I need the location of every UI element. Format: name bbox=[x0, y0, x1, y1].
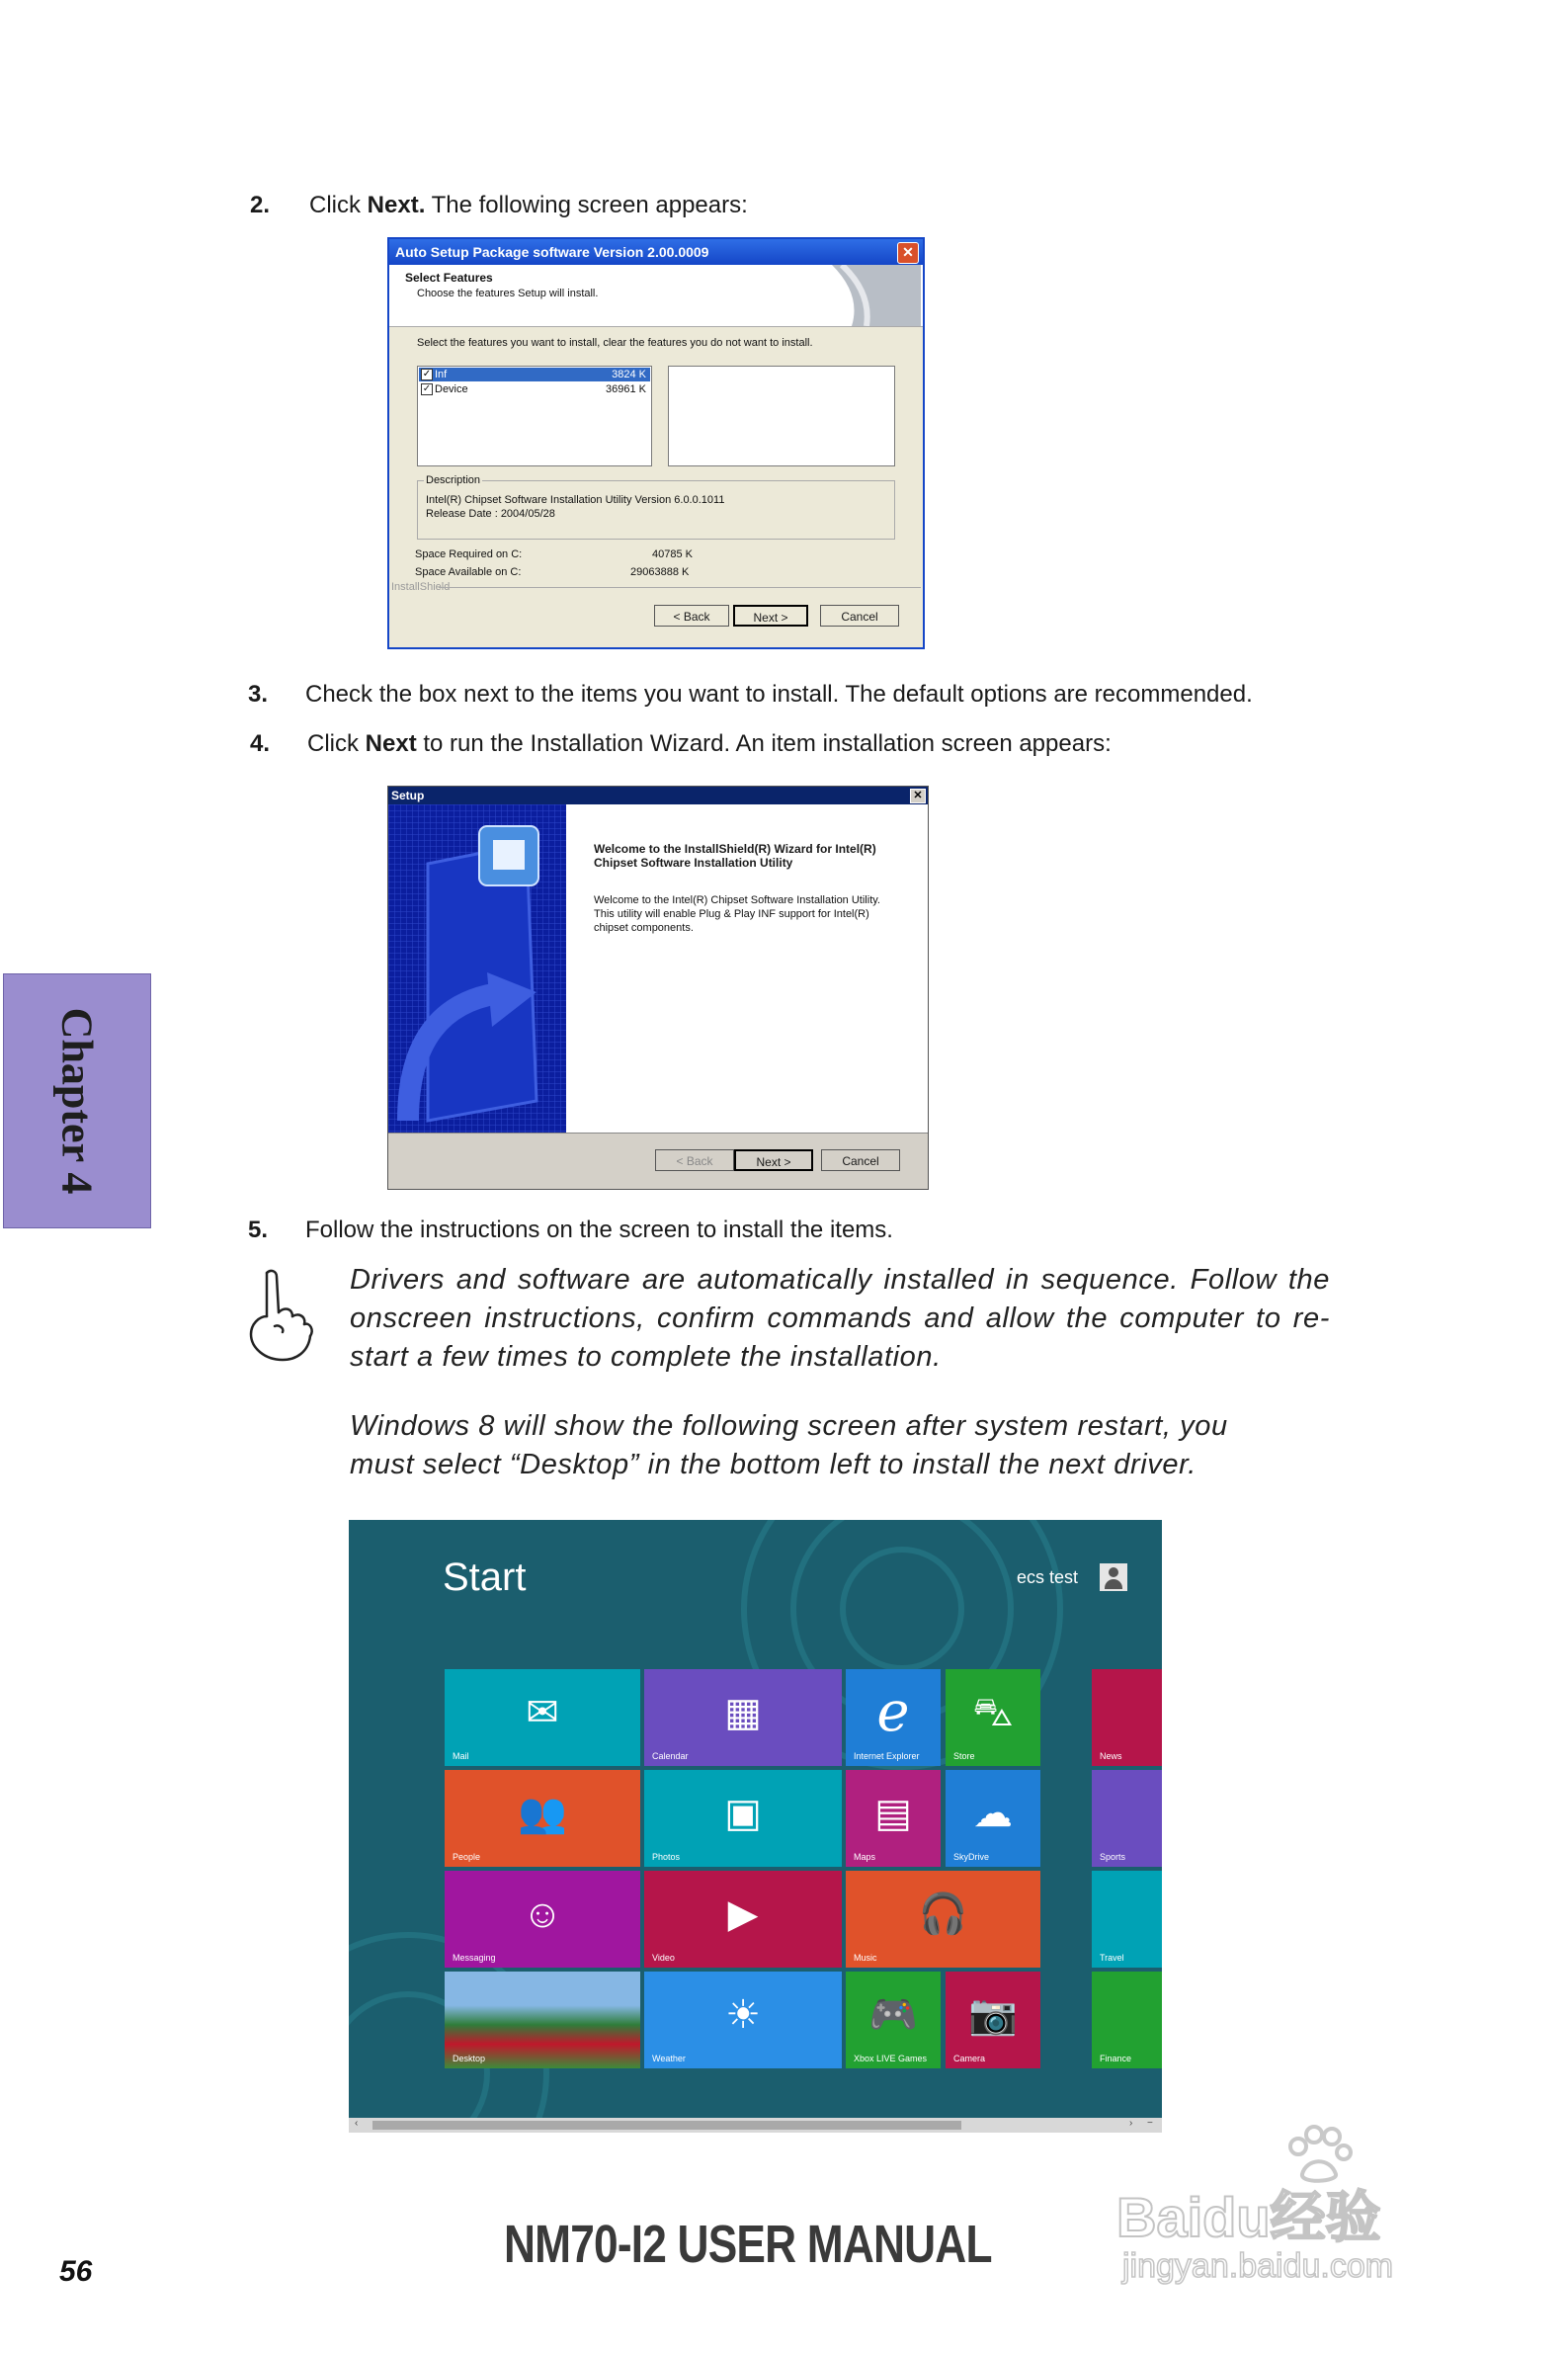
step-text: Follow the instructions on the screen to install the items. bbox=[305, 1217, 893, 1243]
tile-label: SkyDrive bbox=[953, 1852, 990, 1862]
tile-label: Xbox LIVE Games bbox=[854, 2054, 928, 2063]
installshield-graphic bbox=[812, 265, 921, 326]
tile-video[interactable] bbox=[644, 1871, 842, 1968]
feature-name: Inf bbox=[435, 369, 448, 380]
tile-label: Travel bbox=[1100, 1953, 1124, 1963]
wizard-banner bbox=[388, 804, 566, 1133]
next-button[interactable]: Next > bbox=[733, 605, 808, 627]
user-account[interactable] bbox=[1017, 1567, 1078, 1588]
step-number: 4. bbox=[250, 730, 271, 757]
horizontal-scrollbar[interactable] bbox=[349, 2118, 1162, 2133]
tile-icon: e bbox=[876, 1680, 910, 1745]
start-title: Start bbox=[443, 1555, 527, 1599]
tile-icon: 👥 bbox=[518, 1792, 567, 1836]
tile-label: Music bbox=[854, 1953, 877, 1963]
tile-icon: 🎮 bbox=[868, 1993, 918, 2038]
tile-xbox-live-games[interactable] bbox=[846, 1972, 941, 2068]
watermark-bottom: jingyan.baidu.com bbox=[1122, 2247, 1394, 2285]
features-list[interactable] bbox=[417, 366, 652, 466]
page-number: 56 bbox=[59, 2255, 93, 2288]
feature-row-inf[interactable] bbox=[419, 368, 650, 381]
manual-title: NM70-I2 USER MANUAL bbox=[504, 2215, 992, 2274]
tile-icon: ☺ bbox=[522, 1892, 563, 1937]
pointing-hand-icon bbox=[245, 1267, 324, 1366]
tile-label: Calendar bbox=[652, 1751, 689, 1761]
tile-icon: ▤ bbox=[874, 1792, 912, 1836]
tile-label: Video bbox=[652, 1953, 675, 1963]
close-icon[interactable]: ✕ bbox=[897, 242, 919, 264]
step-text bbox=[307, 729, 1112, 759]
tile-desktop[interactable] bbox=[445, 1972, 640, 2068]
step-number: 3. bbox=[248, 681, 269, 708]
step-text-bold: Next. bbox=[367, 192, 426, 218]
tile-label: Weather bbox=[652, 2054, 686, 2063]
tile-travel[interactable] bbox=[1092, 1871, 1162, 1968]
watermark-top: Baidu经验 bbox=[1116, 2186, 1381, 2248]
description-line-2: Release Date : 2004/05/28 bbox=[426, 508, 555, 520]
setup-wizard-dialog bbox=[387, 786, 929, 1190]
space-required-label: Space Required on C: bbox=[415, 548, 523, 560]
step-text-post: to run the Installation Wizard. An item installation screen appears: bbox=[416, 730, 1112, 757]
tile-icon: ▶ bbox=[727, 1892, 759, 1937]
cancel-button[interactable]: Cancel bbox=[820, 605, 899, 627]
step-number: 5. bbox=[248, 1217, 269, 1243]
close-icon[interactable]: ✕ bbox=[910, 789, 926, 803]
cancel-button[interactable]: Cancel bbox=[821, 1149, 900, 1171]
wizard-content bbox=[566, 804, 928, 1133]
note-paragraph-1: Drivers and software are automatically installed in sequence. Follow the onscreen instructions, confirm commands and allow the computer to re-start a few times to complete the installation. bbox=[350, 1264, 1330, 1373]
dialog-title-bar bbox=[388, 787, 928, 804]
note-paragraph-2: Windows 8 will show the following screen after system restart, you must select “Desktop” in the bottom left to install the next driver. bbox=[350, 1410, 1228, 1480]
user-name: ecs test bbox=[1017, 1567, 1079, 1587]
installshield-brand: InstallShield bbox=[391, 581, 451, 593]
dialog-instruction: Select the features you want to install, clear the features you do not want to install. bbox=[417, 337, 813, 349]
tile-label: Messaging bbox=[453, 1953, 496, 1963]
tile-icon: ▣ bbox=[724, 1792, 762, 1836]
description-label: Description bbox=[426, 474, 481, 486]
tile-photos[interactable] bbox=[644, 1770, 842, 1867]
tile-label: Photos bbox=[652, 1852, 681, 1862]
zoom-icon[interactable]: − bbox=[1147, 2118, 1153, 2129]
scrollbar-thumb[interactable] bbox=[372, 2121, 961, 2130]
checkbox[interactable]: ✓ bbox=[422, 369, 432, 379]
tile-label: Internet Explorer bbox=[854, 1751, 920, 1761]
chapter-label: Chapter 4 bbox=[52, 1007, 102, 1195]
tile-icon: ☀ bbox=[725, 1993, 761, 2038]
tile-calendar[interactable] bbox=[644, 1669, 842, 1766]
scroll-right-icon[interactable]: › bbox=[1129, 2118, 1133, 2129]
tile-icon: 📷 bbox=[968, 1993, 1018, 2038]
feature-info-box bbox=[668, 366, 895, 466]
tile-label: Desktop bbox=[453, 2054, 486, 2063]
step-text-post: The following screen appears: bbox=[425, 192, 748, 218]
next-button[interactable]: Next > bbox=[734, 1149, 813, 1171]
dialog-header bbox=[389, 265, 923, 327]
tile-weather[interactable] bbox=[644, 1972, 842, 2068]
step-text-pre: Click bbox=[309, 192, 368, 218]
dialog-title: Setup bbox=[391, 789, 425, 802]
tile-camera[interactable] bbox=[946, 1972, 1040, 2068]
dialog-subheading: Choose the features Setup will install. bbox=[417, 288, 599, 299]
step-number: 2. bbox=[250, 192, 271, 218]
tile-label: Mail bbox=[453, 1751, 469, 1761]
description-line-1: Intel(R) Chipset Software Installation Utility Version 6.0.0.1011 bbox=[426, 494, 725, 506]
dialog-heading: Select Features bbox=[405, 271, 493, 285]
space-available-label: Space Available on C: bbox=[415, 566, 522, 578]
installshield-wizard-graphic bbox=[388, 804, 566, 1133]
tile-messaging[interactable] bbox=[445, 1871, 640, 1968]
tile-people[interactable] bbox=[445, 1770, 640, 1867]
tile-mail[interactable] bbox=[445, 1669, 640, 1766]
tile-icon: ☁ bbox=[973, 1792, 1013, 1836]
tile-store[interactable] bbox=[946, 1669, 1040, 1766]
divider bbox=[439, 587, 921, 588]
tile-icon: 🎧 bbox=[918, 1892, 968, 1937]
welcome-heading: Welcome to the InstallShield(R) Wizard for Intel(R) Chipset Software Installation Utility bbox=[594, 842, 876, 870]
step-text-pre: Click bbox=[307, 730, 366, 757]
feature-size: 36961 K bbox=[606, 383, 646, 395]
dialog-title: Auto Setup Package software Version 2.00.0009 bbox=[395, 244, 709, 260]
tile-label: People bbox=[453, 1852, 481, 1862]
tile-news[interactable] bbox=[1092, 1669, 1162, 1766]
select-features-dialog bbox=[387, 237, 925, 649]
tile-icon: ✉ bbox=[526, 1691, 559, 1735]
tile-sports[interactable] bbox=[1092, 1770, 1162, 1867]
welcome-body: Welcome to the Intel(R) Chipset Software Installation Utility. This utility will enable Plug & Play INF support for Intel(R) chipset components. bbox=[594, 894, 880, 934]
baidu-watermark bbox=[1116, 2125, 1492, 2303]
chapter-tab bbox=[3, 973, 151, 1228]
space-available-value: 29063888 K bbox=[630, 566, 690, 578]
step-text bbox=[309, 191, 748, 220]
feature-name: Device bbox=[435, 383, 468, 395]
tile-skydrive[interactable] bbox=[946, 1770, 1040, 1867]
scroll-left-icon[interactable]: ‹ bbox=[355, 2118, 359, 2129]
step-text-bold: Next bbox=[365, 730, 417, 757]
feature-row-device[interactable] bbox=[419, 382, 650, 396]
tile-internet-explorer[interactable] bbox=[846, 1669, 941, 1766]
tile-label: Finance bbox=[1100, 2054, 1132, 2063]
tile-label: Camera bbox=[953, 2054, 986, 2063]
tile-maps[interactable] bbox=[846, 1770, 941, 1867]
tile-label: Sports bbox=[1100, 1852, 1126, 1862]
space-required-value: 40785 K bbox=[652, 548, 693, 560]
tile-finance[interactable] bbox=[1092, 1972, 1162, 2068]
back-button[interactable]: < Back bbox=[654, 605, 729, 627]
divider bbox=[388, 1133, 928, 1134]
tile-label: Maps bbox=[854, 1852, 876, 1862]
dialog-title-bar bbox=[389, 239, 923, 265]
feature-size: 3824 K bbox=[612, 369, 646, 380]
windows8-start-screen bbox=[349, 1520, 1162, 2133]
tile-icon: ▦ bbox=[724, 1691, 762, 1735]
description-group bbox=[417, 474, 895, 540]
user-avatar-icon[interactable] bbox=[1100, 1563, 1127, 1591]
tile-label: News bbox=[1100, 1751, 1122, 1761]
step-text: Check the box next to the items you want to install. The default options are recommended. bbox=[305, 681, 1253, 708]
tile-label: Store bbox=[953, 1751, 975, 1761]
tile-music[interactable] bbox=[846, 1871, 1040, 1968]
tile-icon: ⛍ bbox=[972, 1691, 1014, 1735]
back-button[interactable]: < Back bbox=[655, 1149, 734, 1171]
checkbox[interactable]: ✓ bbox=[422, 383, 432, 394]
